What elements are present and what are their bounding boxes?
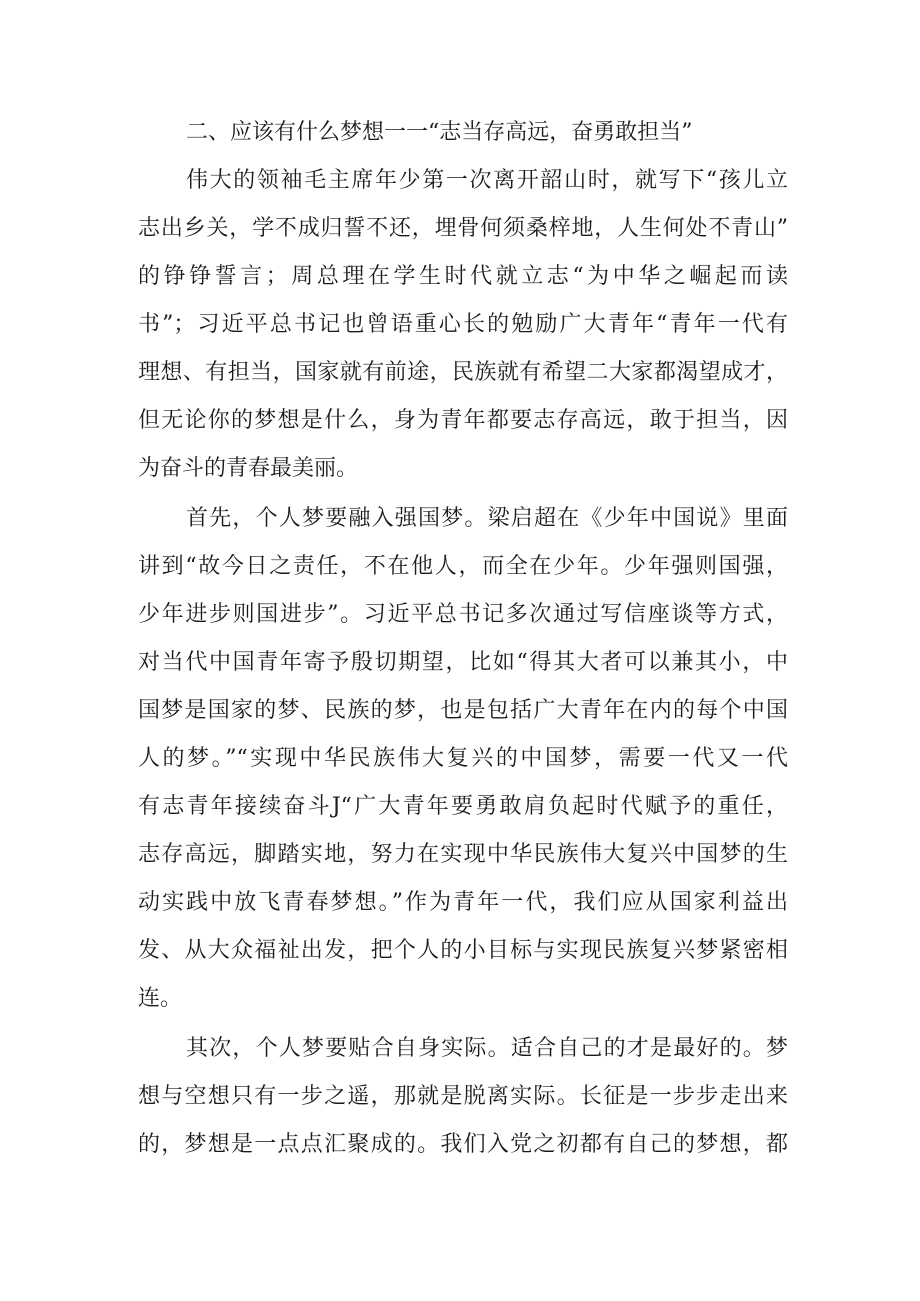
paragraph-mao-line: 的铮铮誓言；周总理在学生时代就立志“为中华之崛起而读 <box>138 264 788 289</box>
paragraph-mao-line: 志出乡关，学不成归誓不还，埋骨何须桑梓地，人生何处不青山” <box>138 216 788 241</box>
paragraph-second-line: 想与空想只有一步之遥，那就是脱离实际。长征是一步步走出来 <box>138 1084 788 1109</box>
paragraph-first-line: 人的梦。”“实现中华民族伟大复兴的中国梦，需要一代又一代 <box>138 746 788 771</box>
paragraph-mao-line: 但无论你的梦想是什么，身为青年都要志存高远，敢于担当，因 <box>138 408 788 433</box>
paragraph-second-line: 其次，个人梦要贴合自身实际。适合自己的才是最好的。梦 <box>186 1036 788 1061</box>
paragraph-first-line: 首先，个人梦要融入强国梦。梁启超在《少年中国说》里面 <box>186 506 788 531</box>
paragraph-mao-line: 为奋斗的青春最美丽。 <box>138 456 359 481</box>
paragraph-first-line: 志存高远，脚踏实地，努力在实现中华民族伟大复兴中国梦的生 <box>138 842 788 867</box>
paragraph-first-line: 发、从大众福祉出发，把个人的小目标与实现民族复兴梦紧密相 <box>138 938 788 963</box>
paragraph-first-line: 有志青年接续奋斗J“广大青年要勇敢肩负起时代赋予的重任， <box>138 794 788 819</box>
paragraph-second-line: 的，梦想是一点点汇聚成的。我们入党之初都有自己的梦想，都 <box>138 1132 788 1157</box>
paragraph-mao-line: 书”；习近平总书记也曾语重心长的勉励广大青年“青年一代有 <box>138 312 788 337</box>
paragraph-mao-line: 理想、有担当，国家就有前途，民族就有希望二大家都渴望成才， <box>138 360 788 385</box>
paragraph-mao-line: 伟大的领袖毛主席年少第一次离开韶山时，就写下“孩儿立 <box>186 168 788 193</box>
paragraph-first-line: 讲到“故今日之责任，不在他人，而全在少年。少年强则国强， <box>138 554 788 579</box>
paragraph-first-line: 少年进步则国进步”。习近平总书记多次通过写信座谈等方式， <box>138 602 788 627</box>
paragraph-first-line: 连。 <box>138 986 183 1011</box>
paragraph-first-line: 动实践中放飞青春梦想。”作为青年一代，我们应从国家利益出 <box>138 890 788 915</box>
section-heading: 二、应该有什么梦想一一“志当存高远，奋勇敢担当” <box>186 120 693 145</box>
paragraph-first-line: 对当代中国青年寄予殷切期望，比如“得其大者可以兼其小，中 <box>138 650 788 675</box>
paragraph-first-line: 国梦是国家的梦、民族的梦，也是包括广大青年在内的每个中国 <box>138 698 788 723</box>
